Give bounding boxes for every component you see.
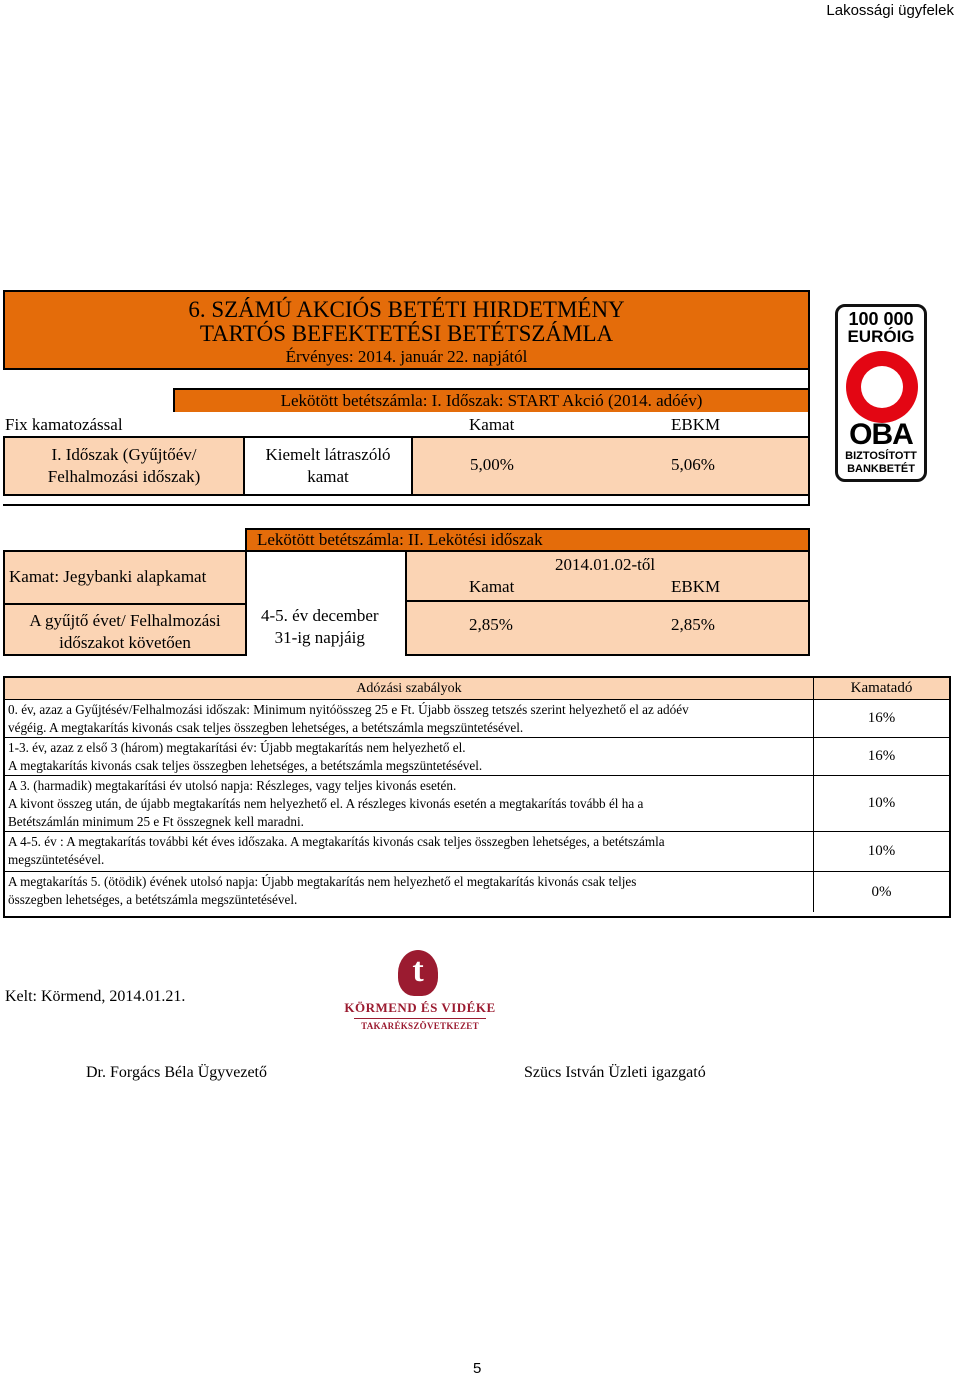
- tax-rule-line: végéig. A megtakarítás kivonás csak teljes összegben lehetséges, a betétszámla megszüntetésével.: [8, 720, 524, 735]
- oba-line3: BIZTOSÍTOTT: [845, 450, 917, 462]
- title-line1: 6. SZÁMÚ AKCIÓS BETÉTI HIRDETMÉNY: [188, 297, 625, 322]
- bank-sub: TAKARÉKSZÖVETKEZET: [361, 1021, 479, 1031]
- oba-brand: OBA: [849, 418, 913, 451]
- title-line2: TARTÓS BEFEKTETÉSI BETÉTSZÁMLA: [199, 321, 614, 346]
- section1-table: [3, 290, 810, 506]
- tax-rule-text: [8, 738, 810, 775]
- tax-row: [5, 700, 949, 738]
- tax-rule-line: A megtakarítás kivonás csak teljes összegben lehetséges, a betétszámla megszüntetésével.: [8, 758, 483, 773]
- period-line1: I. Időszak (Gyűjtőév/: [51, 445, 197, 464]
- tax-rule-line: 1-3. év, azaz z első 3 (három) megtakarítási év: Újabb megtakarítás nem helyezhető el.: [8, 740, 466, 755]
- tax-rule-line: A 4-5. év : A megtakarítás további két éves időszaka. A megtakarítás kivonás csak teljes összegben lehetséges, a betétszámla: [8, 834, 665, 849]
- oba-badge: [835, 304, 927, 482]
- tax-rate: 16%: [813, 700, 949, 737]
- section2-kamat-label: Kamat: Jegybanki alapkamat: [9, 567, 207, 586]
- years-line1: 4-5. év december: [261, 606, 379, 625]
- tax-rate: 10%: [813, 832, 949, 871]
- tax-rate: 16%: [813, 738, 949, 775]
- tax-rule-line: A kivont összeg után, de újabb megtakarítás nem helyezhető el. A részleges kivonás esetén a megtakarítás tovább él ha a: [8, 796, 644, 811]
- bank-name: KÖRMEND ÉS VIDÉKE: [344, 1000, 496, 1015]
- section1-ebkm-header: EBKM: [671, 415, 721, 434]
- tax-rule-line: megszüntetésével.: [8, 852, 105, 867]
- section1-heading: Lekötött betétszámla: I. Időszak: START Akció (2014. adóév): [173, 388, 810, 412]
- section2-heading: Lekötött betétszámla: II. Lekötési időszak: [245, 528, 810, 550]
- tax-rule-text: [8, 700, 810, 737]
- place-date: Kelt: Körmend, 2014.01.21.: [5, 988, 186, 1005]
- tax-rule-line: A megtakarítás 5. (ötödik) évének utolsó napja: Újabb megtakarítás nem helyezhető el megtakarítás kivonás csak teljes: [8, 874, 637, 889]
- rate-label-line1: Kiemelt látraszóló: [265, 445, 391, 464]
- page-number: 5: [473, 1360, 482, 1377]
- section2-ebkm-header: EBKM: [671, 577, 721, 596]
- after-line1: A gyűjtő évet/ Felhalmozási: [29, 611, 221, 630]
- tax-table: [3, 676, 951, 918]
- oba-euroig: EURÓIG: [847, 327, 915, 346]
- bank-logo: [340, 950, 500, 1040]
- section2-kamat-header: Kamat: [469, 577, 515, 596]
- section2-date-from: 2014.01.02-től: [555, 555, 656, 574]
- section1-kamat-value: 5,00%: [470, 455, 514, 474]
- tax-row: [5, 872, 949, 912]
- years-line2: 31-ig napjáig: [274, 628, 365, 647]
- period-line2: Felhalmozási időszak): [47, 467, 201, 486]
- section2-table: [3, 528, 810, 656]
- tax-rule-line: 0. év, azaz a Gyűjtésév/Felhalmozási időszak: Minimum nyitóösszeg 25 e Ft. Újabb összeg tetszés szerint helyezhető el az adóév: [8, 702, 689, 717]
- oba-circle-icon: [846, 351, 918, 423]
- tax-rule-text: [8, 872, 810, 909]
- tax-row: [5, 832, 949, 872]
- oba-line4: BANKBETÉT: [847, 463, 915, 475]
- rate-label-line2: kamat: [307, 467, 349, 486]
- tax-rule-line: összegben lehetséges, a betétszámla megszüntetésével.: [8, 892, 298, 907]
- oba-amount: 100 000: [848, 309, 914, 329]
- valid-from: Érvényes: 2014. január 22. napjától: [285, 347, 528, 366]
- after-line2: időszakot követően: [59, 633, 191, 652]
- section2-kamat-label-cell: [3, 550, 245, 656]
- title-block: [3, 290, 810, 370]
- tax-header-rules: Adózási szabályok: [5, 678, 813, 700]
- tax-rule-text: [8, 776, 810, 831]
- bank-logo-mark-icon: t: [398, 950, 438, 996]
- tax-rule-text: [8, 832, 810, 869]
- tax-rule-line: Betétszámlán minimum 25 e Ft összegnek kell maradni.: [8, 814, 304, 829]
- tax-row: [5, 776, 949, 832]
- tax-rate: 0%: [813, 872, 949, 912]
- fix-label: Fix kamatozással: [5, 415, 123, 434]
- tax-rate: 10%: [813, 776, 949, 831]
- section2-values-cell: [405, 550, 810, 656]
- rate-label-cell: [245, 436, 411, 496]
- tax-header-rate: Kamatadó: [813, 678, 949, 700]
- section1-kamat-header: Kamat: [469, 415, 515, 434]
- tax-rule-line: A 3. (harmadik) megtakarítási év utolsó napja: Részleges, vagy teljes kivonás esetén.: [8, 778, 457, 793]
- section2-kamat-value: 2,85%: [469, 615, 513, 634]
- section1-ebkm-value: 5,06%: [671, 455, 715, 474]
- section2-ebkm-value: 2,85%: [671, 615, 715, 634]
- signature-ceo: Dr. Forgács Béla Ügyvezető: [86, 1064, 267, 1081]
- signature-director: Szücs István Üzleti igazgató: [524, 1064, 706, 1081]
- tax-row: [5, 738, 949, 776]
- section2-years-cell: [245, 550, 405, 656]
- period-label-cell: [3, 436, 245, 496]
- page-category: Lakossági ügyfelek: [826, 2, 954, 19]
